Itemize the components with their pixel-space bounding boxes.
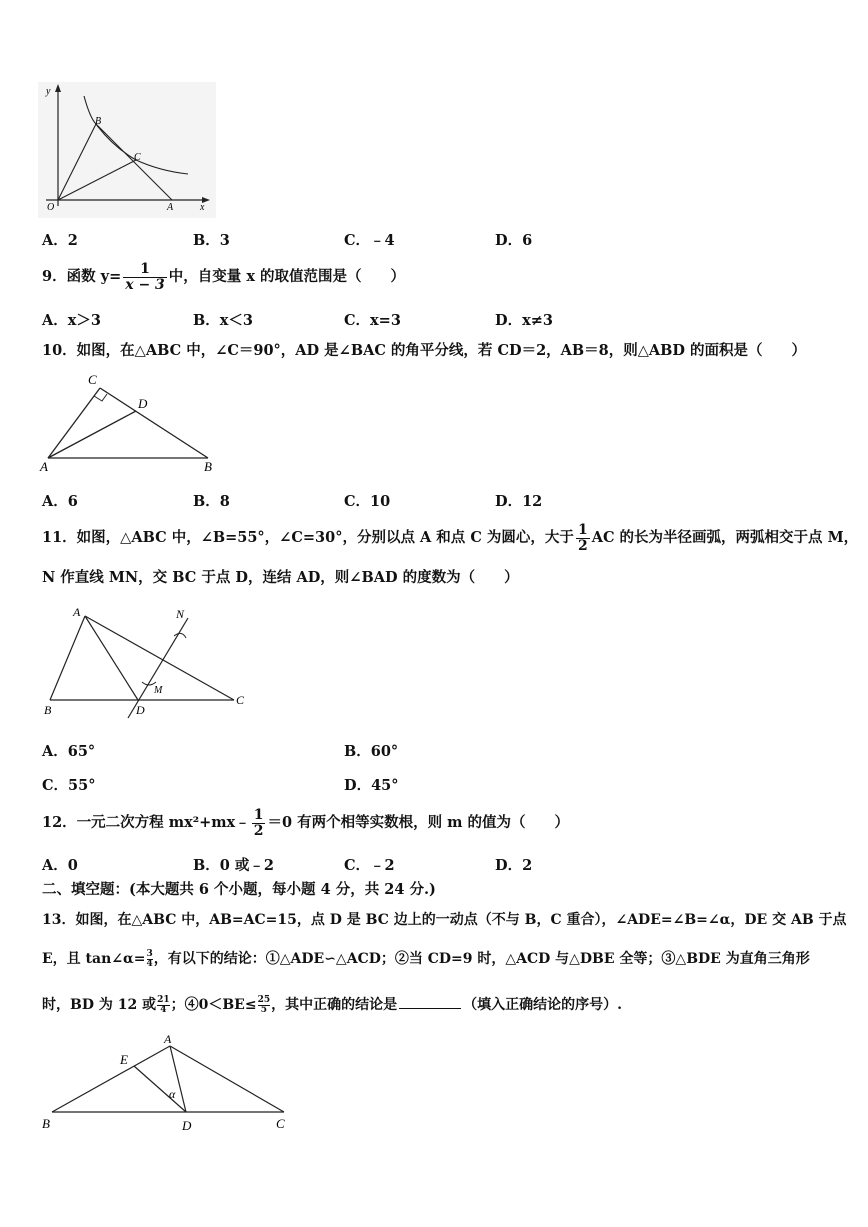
- q10-option-c: C．10: [344, 493, 391, 510]
- label-a: A: [164, 1032, 172, 1046]
- q11-line1-post: AC 的长为半径画弧，两弧相交于点 M，: [591, 529, 859, 546]
- side-ab: [52, 1046, 170, 1112]
- label-y: y: [46, 86, 51, 97]
- q10-option-b: B．8: [193, 493, 230, 510]
- q10-figure: [38, 370, 228, 476]
- side-ca: [48, 388, 100, 458]
- q12-option-d: D．2: [495, 857, 533, 874]
- q12-option-c: C．﹣2: [344, 857, 395, 874]
- q13-answer-blank[interactable]: [399, 994, 461, 1009]
- q13-tan-num: 3: [146, 948, 153, 959]
- q13-bd-num: 21: [157, 994, 170, 1005]
- label-b: B: [204, 459, 212, 474]
- label-c: C: [134, 152, 141, 163]
- q13-line3-mid: ；④0＜BE≤: [170, 997, 257, 1013]
- label-alpha: α: [169, 1087, 176, 1101]
- q10-option-d: D．12: [495, 493, 543, 510]
- q8-option-c: C．﹣4: [344, 232, 395, 249]
- label-a: A: [73, 605, 81, 619]
- q9-option-a: A．x＞3: [42, 312, 101, 329]
- label-c: C: [88, 372, 97, 387]
- q11-frac-num: 1: [577, 521, 588, 538]
- q13-line-3: [42, 986, 622, 1024]
- label-o: O: [47, 202, 55, 213]
- label-b: B: [44, 703, 52, 717]
- label-d: D: [136, 703, 145, 717]
- q13-tan-den: 4: [146, 958, 153, 969]
- q9-stem: [42, 258, 405, 296]
- q13-line3-pre: 时，BD 为 12 或: [42, 997, 157, 1013]
- q13-tan-fraction: [147, 950, 153, 969]
- label-d: D: [138, 396, 148, 411]
- label-m: M: [154, 685, 163, 696]
- q9-fraction: [123, 262, 167, 293]
- q9-option-d: D．x≠3: [495, 312, 553, 329]
- q12-option-a: A．0: [42, 857, 78, 874]
- q9-frac-num: 1: [123, 262, 167, 278]
- q13-line3-end: （填入正确结论的序号）.: [463, 997, 622, 1013]
- q11-option-c: C．55°: [42, 777, 96, 794]
- q11-line-2: N 作直线 MN，交 BC 于点 D，连结 AD，则∠BAD 的度数为（ ）: [42, 569, 519, 586]
- q11-option-d: D．45°: [344, 777, 399, 794]
- q13-bd-fraction: [157, 996, 170, 1015]
- q11-figure: [38, 602, 253, 720]
- label-b: B: [95, 116, 102, 127]
- section-2-heading: 二、填空题：(本大题共 6 个小题，每小题 4 分，共 24 分.): [42, 881, 436, 898]
- q13-line2-post: ，有以下的结论：①△ADE∽△ACD；②当 CD=9 时，△ACD 与△DBE 全等；③△BDE 为直角三角形: [153, 951, 810, 967]
- q13-figure: [38, 1030, 298, 1140]
- q12-post: ＝0 有两个相等实数根，则 m 的值为（ ）: [267, 814, 570, 831]
- q12-option-b: B．0 或﹣2: [193, 857, 274, 874]
- label-a: A: [40, 459, 48, 474]
- label-n: N: [176, 607, 185, 621]
- q9-option-c: C．x=3: [344, 312, 401, 329]
- q13-be-den: 5: [260, 1004, 267, 1015]
- q9-frac-den: x − 3: [125, 276, 165, 293]
- label-a: A: [167, 202, 174, 213]
- q9-option-b: B．x＜3: [193, 312, 253, 329]
- q8-figure: [38, 82, 216, 218]
- q12-pre: 12．一元二次方程 mx²+mx﹣: [42, 814, 250, 831]
- segment-de: [134, 1066, 186, 1112]
- side-ac: [170, 1046, 284, 1112]
- label-x: x: [200, 202, 205, 213]
- q11-option-a: A．65°: [42, 743, 96, 760]
- q9-post: 中，自变量 x 的取值范围是（ ）: [168, 268, 406, 285]
- q10-option-a: A．6: [42, 493, 78, 510]
- q13-line-1: 13．如图，在△ABC 中，AB=AC=15，点 D 是 BC 边上的一动点（不与 B，C 重合），∠ADE=∠B=∠α，DE 交 AB 于点: [42, 912, 847, 928]
- segment-ad: [170, 1046, 186, 1112]
- q9-pre: 函数 y=: [66, 268, 122, 285]
- q13-line3-post: ，其中正确的结论是: [271, 997, 398, 1013]
- q12-frac-den: 2: [253, 822, 264, 839]
- label-e: E: [120, 1052, 128, 1067]
- side-cb: [100, 388, 208, 458]
- label-c: C: [276, 1116, 285, 1131]
- q13-be-fraction: [258, 996, 271, 1015]
- q10-stem: 10．如图，在△ABC 中，∠C＝90°，AD 是∠BAC 的角平分线，若 CD＝2，AB＝8，则△ABD 的面积是（ ）: [42, 342, 807, 359]
- q11-option-b: B．60°: [344, 743, 399, 760]
- right-angle-mark: [94, 394, 107, 401]
- q11-fraction: [576, 523, 590, 554]
- label-c: C: [236, 693, 245, 707]
- q11-line1-pre: 11．如图，△ABC 中，∠B=55°，∠C=30°，分别以点 A 和点 C 为圆心，大于: [42, 529, 574, 546]
- segment-ad: [85, 616, 138, 700]
- q11-line-1: [42, 520, 858, 556]
- q11-frac-den: 2: [577, 537, 588, 554]
- q9-number: 9．: [42, 268, 67, 285]
- q13-line-2: [42, 940, 810, 978]
- q8-option-d: D．6: [495, 232, 533, 249]
- q12-stem: [42, 804, 569, 842]
- label-b: B: [42, 1116, 50, 1131]
- side-ab: [50, 616, 85, 700]
- q8-option-a: A．2: [42, 232, 78, 249]
- q12-frac-num: 1: [253, 806, 264, 823]
- q12-fraction: [252, 808, 266, 839]
- q13-be-num: 25: [257, 994, 271, 1005]
- segment-ad: [48, 411, 136, 458]
- q13-bd-den: 4: [160, 1004, 167, 1015]
- q13-line2-pre: E，且 tan∠α=: [42, 951, 146, 967]
- label-d: D: [182, 1118, 192, 1133]
- q8-option-b: B．3: [193, 232, 230, 249]
